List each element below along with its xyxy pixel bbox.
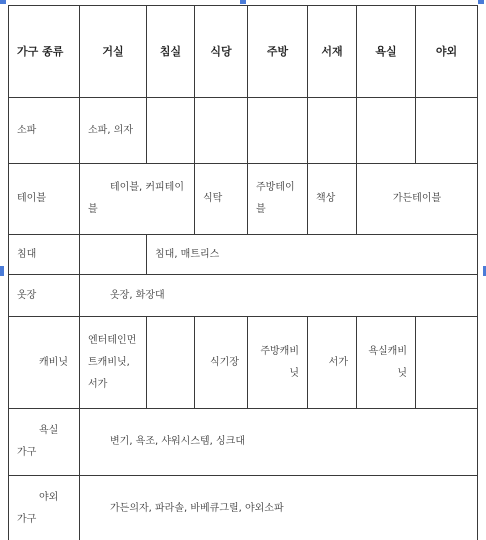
cell-dining: 식기장	[195, 317, 248, 409]
selection-handle-top-right[interactable]	[478, 0, 484, 4]
header-cell-outdoor: 야외	[416, 6, 478, 98]
cell-outdoor	[416, 98, 478, 164]
cell-living: 엔터테인먼트캐비닛, 서가	[80, 317, 147, 409]
cell-living: 테이블, 커피테이블	[80, 164, 195, 235]
cell-dining	[195, 98, 248, 164]
cell-type: 캐비닛	[9, 317, 80, 409]
cell-bedroom	[147, 317, 195, 409]
cell-type: 야외 가구	[9, 476, 80, 540]
cell-living	[80, 235, 147, 275]
cell-items: 가든의자, 파라솔, 바베큐그릴, 야외소파	[80, 476, 478, 540]
table-row-wardrobe	[9, 275, 478, 317]
table-row-cabinet	[9, 317, 478, 409]
cell-type: 옷장	[9, 275, 80, 317]
cell-kitchen	[248, 98, 308, 164]
header-cell-living: 거실	[80, 6, 147, 98]
furniture-table	[8, 5, 478, 540]
header-cell-dining: 식당	[195, 6, 248, 98]
cell-kitchen: 주방테이블	[248, 164, 308, 235]
cell-bath: 욕실캐비닛	[357, 317, 416, 409]
cell-type: 소파	[9, 98, 80, 164]
table-row-bath	[9, 409, 478, 476]
header-cell-bath: 욕실	[357, 6, 416, 98]
cell-items: 변기, 욕조, 샤워시스템, 싱크대	[80, 409, 478, 476]
cell-type: 테이블	[9, 164, 80, 235]
table-header-row	[9, 6, 478, 98]
cell-bath	[357, 98, 416, 164]
selection-handle-top-middle[interactable]	[240, 0, 246, 4]
table-row-outdoor	[9, 476, 478, 540]
cell-study: 서가	[308, 317, 357, 409]
selection-handle-top-left[interactable]	[0, 0, 6, 4]
cell-kitchen: 주방캐비닛	[248, 317, 308, 409]
table-row-sofa	[9, 98, 478, 164]
cell-study	[308, 98, 357, 164]
table-row-table	[9, 164, 478, 235]
cell-bedroom: 침대, 매트리스	[147, 235, 478, 275]
selection-handle-middle-left[interactable]	[0, 266, 4, 276]
cell-outdoor	[416, 317, 478, 409]
cell-living: 소파, 의자	[80, 98, 147, 164]
table-row-bed	[9, 235, 478, 275]
cell-living: 옷장, 화장대	[80, 275, 478, 317]
header-cell-type: 가구 종류	[9, 6, 80, 98]
header-cell-kitchen: 주방	[248, 6, 308, 98]
header-cell-bedroom: 침실	[147, 6, 195, 98]
cell-dining: 식탁	[195, 164, 248, 235]
cell-type: 침대	[9, 235, 80, 275]
cell-bedroom	[147, 98, 195, 164]
header-cell-study: 서재	[308, 6, 357, 98]
cell-study: 책상	[308, 164, 357, 235]
cell-outdoor: 가든테이블	[357, 164, 478, 235]
cell-type: 욕실 가구	[9, 409, 80, 476]
